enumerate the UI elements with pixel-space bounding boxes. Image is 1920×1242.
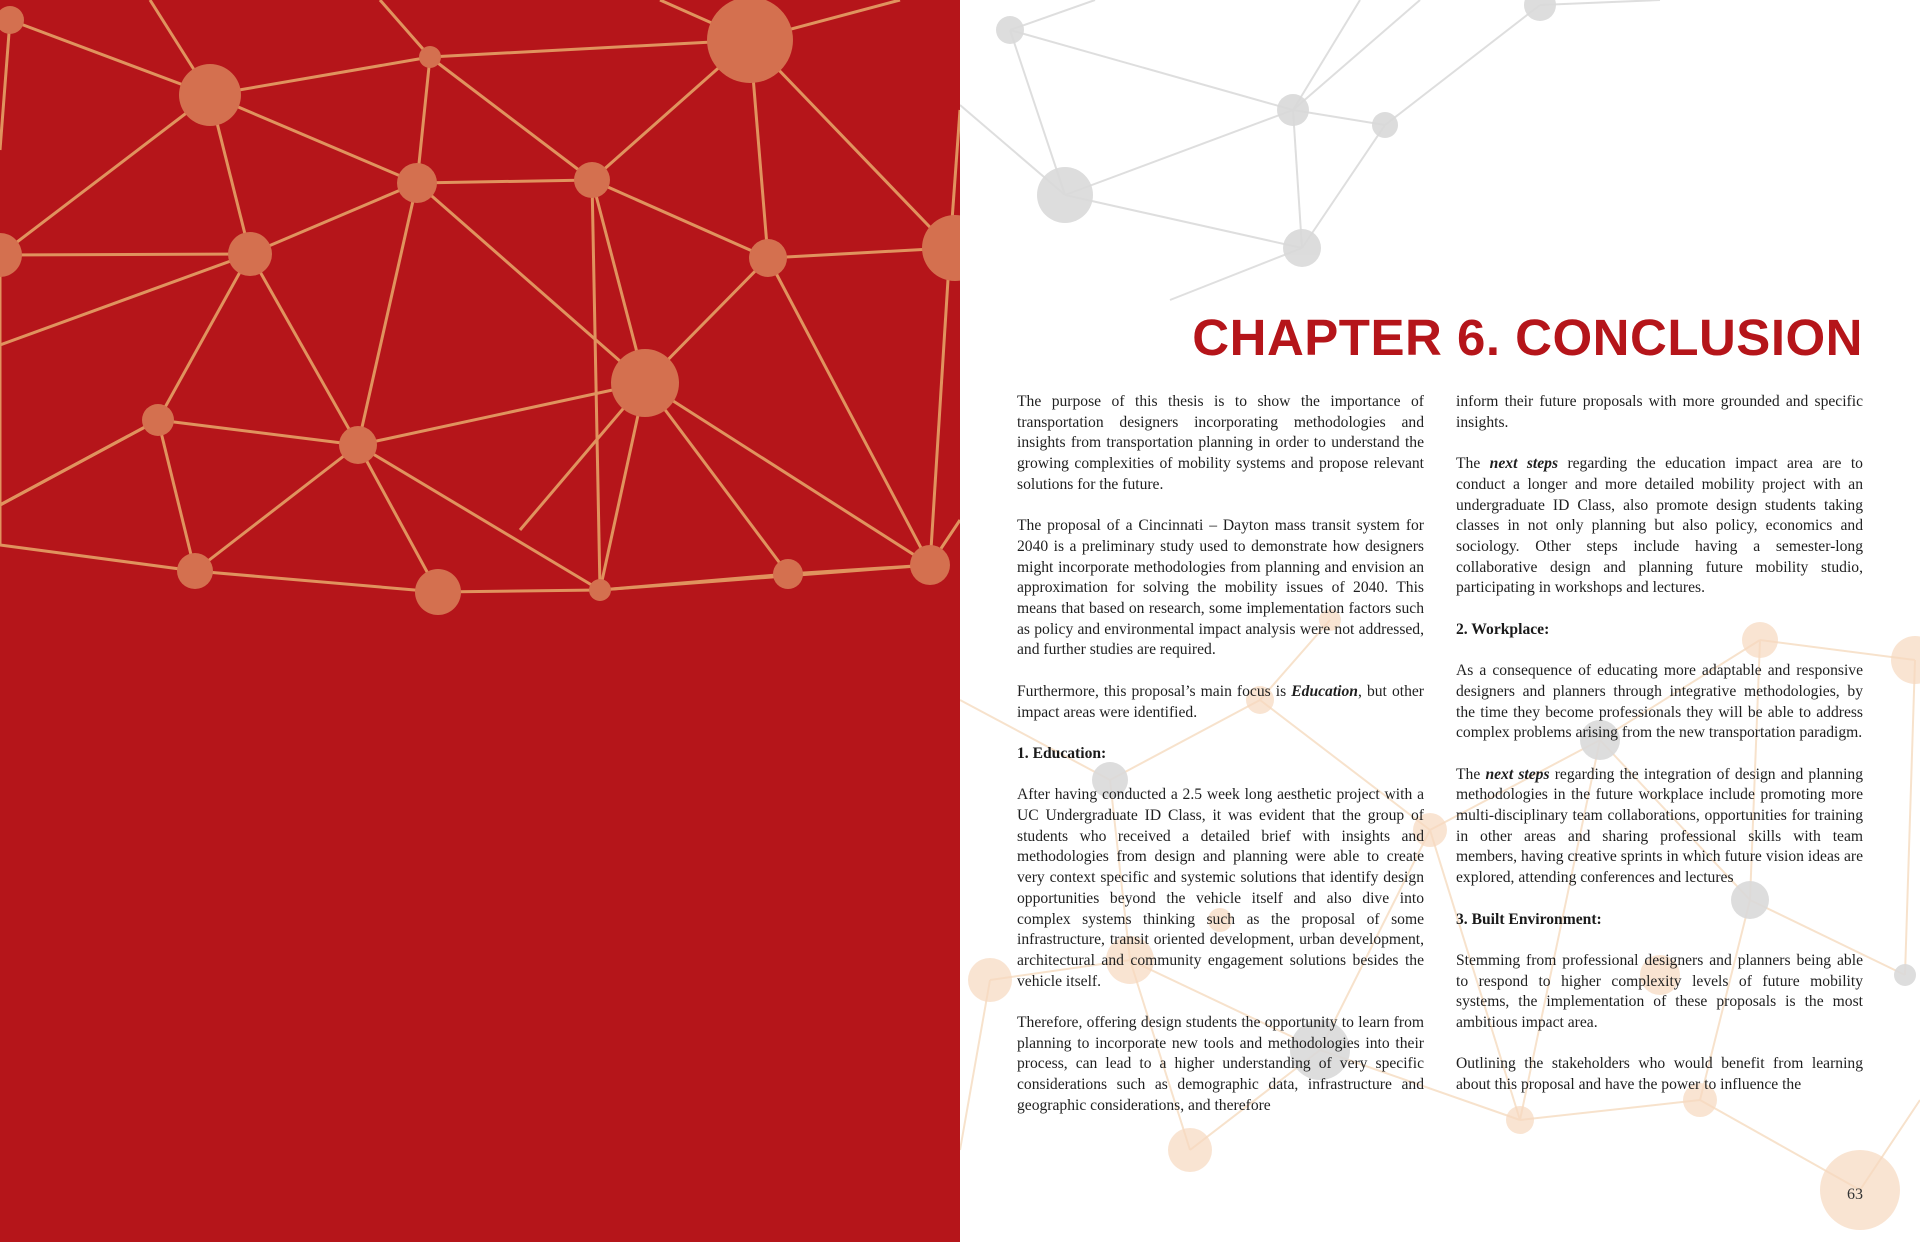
paragraph — [1017, 682, 1424, 723]
emphasis-text: Education — [1291, 682, 1358, 700]
text-run: The — [1456, 455, 1490, 473]
paragraph — [1456, 765, 1863, 889]
text-column-left — [1017, 392, 1424, 1137]
text-run: regarding the education impact area are to conduct a longer and more detailed mobility project with an undergraduate ID Class, also promote design students taking classes in not only planning but also policy, economics and sociology. Other steps include having a semester-long collaborative design and planning future mobility studio, participating in workshops and lectures. — [1456, 455, 1863, 597]
paragraph — [1456, 454, 1863, 599]
text-run: The — [1456, 765, 1486, 783]
text-run: , but other impact areas were identified. — [1017, 682, 1424, 721]
paragraph: inform their future proposals with more grounded and specific insights. — [1456, 393, 1863, 431]
paragraph: The proposal of a Cincinnati – Dayton mass transit system for 2040 is a preliminary study used to demonstrate how designers might incorporate methodologies from planning and envision an approximation for solving the mobility issues of 2040. This means that based on research, some implementation factors such as policy and environmental impact analysis were not addressed, and further studies are required. — [1017, 517, 1424, 659]
right-page — [960, 0, 1920, 1242]
paragraph: After having conducted a 2.5 week long aesthetic project with a UC Undergraduate ID Class, it was evident that the group of students who received a detailed brief with insights and methodologies from design and planning were able to create very context specific and systemic solutions that identify design opportunities beyond the vehicle itself and also dive into complex systems thinking such as the proposal of some infrastructure, transit oriented development, urban development, architectural and community engagement solutions besides the vehicle itself. — [1017, 786, 1424, 990]
text-run: Furthermore, this proposal’s main focus is — [1017, 682, 1292, 700]
emphasis-text: next steps — [1485, 765, 1550, 783]
paragraph: As a consequence of educating more adaptable and responsive designers and planners through integrative methodologies, by the time they become professionals they will be able to address complex problems arising from the new transportation paradigm. — [1456, 662, 1863, 742]
text-run: regarding the integration of design and planning methodologies in the future workplace include promoting more multi-disciplinary team collaborations, opportunities for training in other areas and sharing professional skills with team members, having creative sprints in which future vision ideas are explored, attending conferences and lectures — [1456, 765, 1863, 887]
paragraph: Outlining the stakeholders who would benefit from learning about this proposal and have the power to influence the — [1456, 1055, 1863, 1094]
paragraph: The purpose of this thesis is to show the importance of transportation designers incorporating methodologies and insights from transportation planning in order to understand the growing complexities of mobility systems and propose relevant solutions for the future. — [1017, 393, 1424, 493]
page-number: 63 — [1847, 1186, 1863, 1203]
section-heading: 3. Built Environment: — [1456, 910, 1602, 928]
text-column-right — [1456, 392, 1863, 1116]
section-heading: 1. Education: — [1017, 744, 1107, 762]
section-heading: 2. Workplace: — [1456, 620, 1550, 638]
emphasis-text: next steps — [1489, 455, 1559, 473]
paragraph: Stemming from professional designers and planners being able to respond to higher complexity levels of future mobility systems, the implementation of these proposals is the most ambitious impact area. — [1456, 951, 1863, 1031]
chapter-title: CHAPTER 6. CONCLUSION — [1192, 309, 1863, 366]
paragraph: Therefore, offering design students the opportunity to learn from planning to incorporate new tools and methodologies into their process, can lead to a higher understanding of very specific considerations such as demographic data, infrastructure and geographic considerations, and therefore — [1017, 1014, 1424, 1114]
